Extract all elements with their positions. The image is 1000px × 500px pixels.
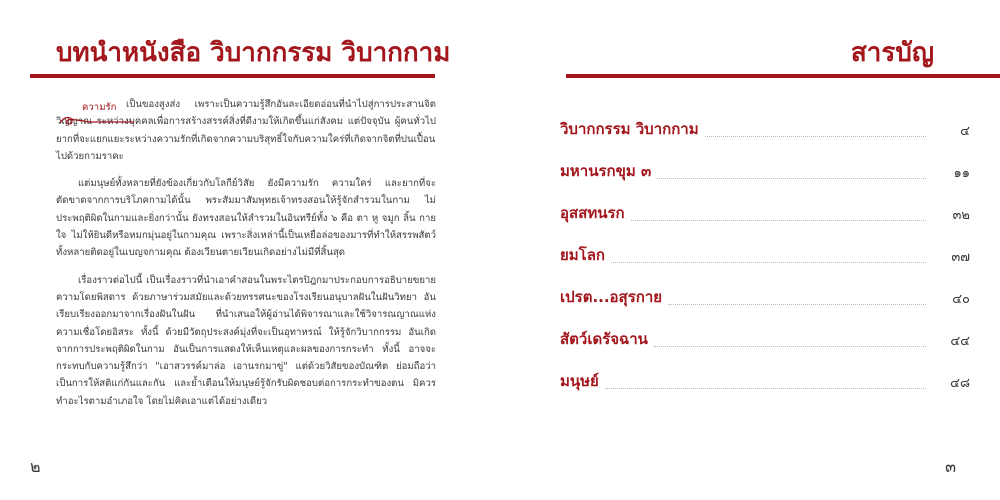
toc-item-title: มหานรกขุม ๓ [560, 162, 652, 180]
toc-leader [631, 219, 926, 221]
toc-item[interactable] [560, 105, 970, 147]
toc-leader [705, 135, 926, 137]
left-page [0, 0, 470, 500]
heading-rule-left [30, 74, 435, 78]
toc-item-title: เปรต...อสุรกาย [560, 288, 663, 306]
toc-item-page: ๑๑ [953, 166, 970, 181]
toc-item-page: ๓๗ [951, 250, 970, 265]
toc-leader [611, 261, 926, 263]
intro-paragraph-2: แต่มนุษย์ทั้งหลายที่ยังข้องเกี่ยวกับโลกีย์วิสัย ยังมีความรัก ความใคร่ และยากที่จะตัดขาดจากการบริโภคกามได้นั้น พระสัมมาสัมพุทธเจ้าทรงสอนให้รู้จักสำรวมในกาม ไม่ประพฤติผิดในกามและยิ่งกว่านั้น ยังทรงสอนให้สำรวมในอินทรีย์ทั้ง ๖ คือ ตา หู จมูก ลิ้น กาย ใจ ไม่ให้ยินดีหรือหมกมุ่นอยู่ในกามคุณ เพราะสิ่งเหล่านี้เป็นเหยื่อล่อของมารที่ทำให้สรรพสัตว์ทั้งหลายติดอยู่ในเบญจกามคุณ ต้องเวียนตายเวียนเกิดอย่างไม่มีที่สิ้นสุด [56, 178, 436, 259]
toc-item[interactable] [560, 147, 970, 189]
toc-item-title: วิบากกรรม วิบากกาม [560, 120, 699, 138]
toc-item-page: ๔๘ [950, 376, 970, 391]
table-of-contents [560, 105, 970, 399]
toc-item-title: สัตว์เดรัจฉาน [560, 330, 648, 348]
toc-item-title: ยมโลก [560, 246, 606, 264]
intro-paragraph-3: เรื่องราวต่อไปนี้ เป็นเรื่องราวที่นำเอาคำสอนในพระไตรปิฎกมาประกอบการอธิบายขยายความโดยพิสดาร ด้วยภาษาร่วมสมัยและด้วยทรรศนะของโรงเรียนอนุบาลฝันในฝันวิทยา อันเรียบเรียงออกมาจากเรื่องฝันในฝัน ที่นำเสนอให้ผู้อ่านได้พิจารณาและใช้วิจารณญาณแห่งความเชื่อโดยอิสระ ทั้งนี้ ด้วยมีวัตถุประสงค์มุ่งที่จะเป็นอุทาหรณ์ ให้รู้จักวิบากกรรม อันเกิดจากการประพฤติผิดในกาม อันเป็นการแสดงให้เห็นเหตุและผลของการกระทำ ทั้งนี้ อาจจะกระทบกับความรู้สึกว่า "เอาสวรรค์มาล่อ เอานรกมาขู่" แต่ด้วยวิสัยของบัณฑิต ย่อมถือว่าเป็นการให้สติแก่กันและกัน และย้ำเตือนให้มนุษย์รู้จักรับผิดชอบต่อการกระทำของตน มิควรทำอะไรตามอำเภอใจ โดยไม่คิดเอาแต่ได้อย่างเดียว [56, 274, 436, 407]
toc-item[interactable] [560, 315, 970, 357]
toc-item[interactable] [560, 189, 970, 231]
toc-leader [654, 345, 926, 347]
toc-item[interactable] [560, 273, 970, 315]
intro-paragraph-1: เป็นของสูงส่ง เพราะเป็นความรู้สึกอันละเอียดอ่อนที่นำไปสู่การประสานจิตวิญญาณ ระหว่างบุคคลเพื่อการสร้างสรรค์สิ่งที่ดีงามให้เกิดขึ้นแก่สังคม แต่ปัจจุบัน ผู้คนทั่วไปยากที่จะแยกแยะระหว่างความรักที่เกิดจากความบริสุทธิ์ใจกับความใคร่ที่เกิดจากจิตที่ปนเปื้อนไปด้วยกามราคะ [56, 99, 436, 162]
toc-item-page: ๔๔ [950, 334, 970, 349]
toc-item-page: ๔ [960, 124, 970, 139]
swirl-ornament-icon [56, 114, 136, 128]
toc-leader [605, 387, 926, 389]
toc-item-title: มนุษย์ [560, 372, 599, 390]
right-page [530, 0, 1000, 500]
toc-item-title: อุสสทนรก [560, 204, 625, 222]
toc-leader [668, 303, 926, 305]
intro-heading: บทนำหนังสือ วิบากกรรม วิบากกาม [56, 38, 451, 68]
toc-item[interactable] [560, 357, 970, 399]
intro-keyword: ความรัก [82, 102, 117, 113]
toc-item[interactable] [560, 231, 970, 273]
toc-heading: สารบัญ [850, 38, 934, 68]
page-number-left: ๒ [30, 457, 41, 476]
heading-rule-right [566, 74, 1000, 78]
page-number-right: ๓ [945, 457, 956, 476]
toc-leader [657, 177, 926, 179]
toc-item-page: ๓๒ [952, 208, 970, 223]
toc-item-page: ๔๐ [952, 292, 970, 307]
intro-body [56, 96, 436, 420]
